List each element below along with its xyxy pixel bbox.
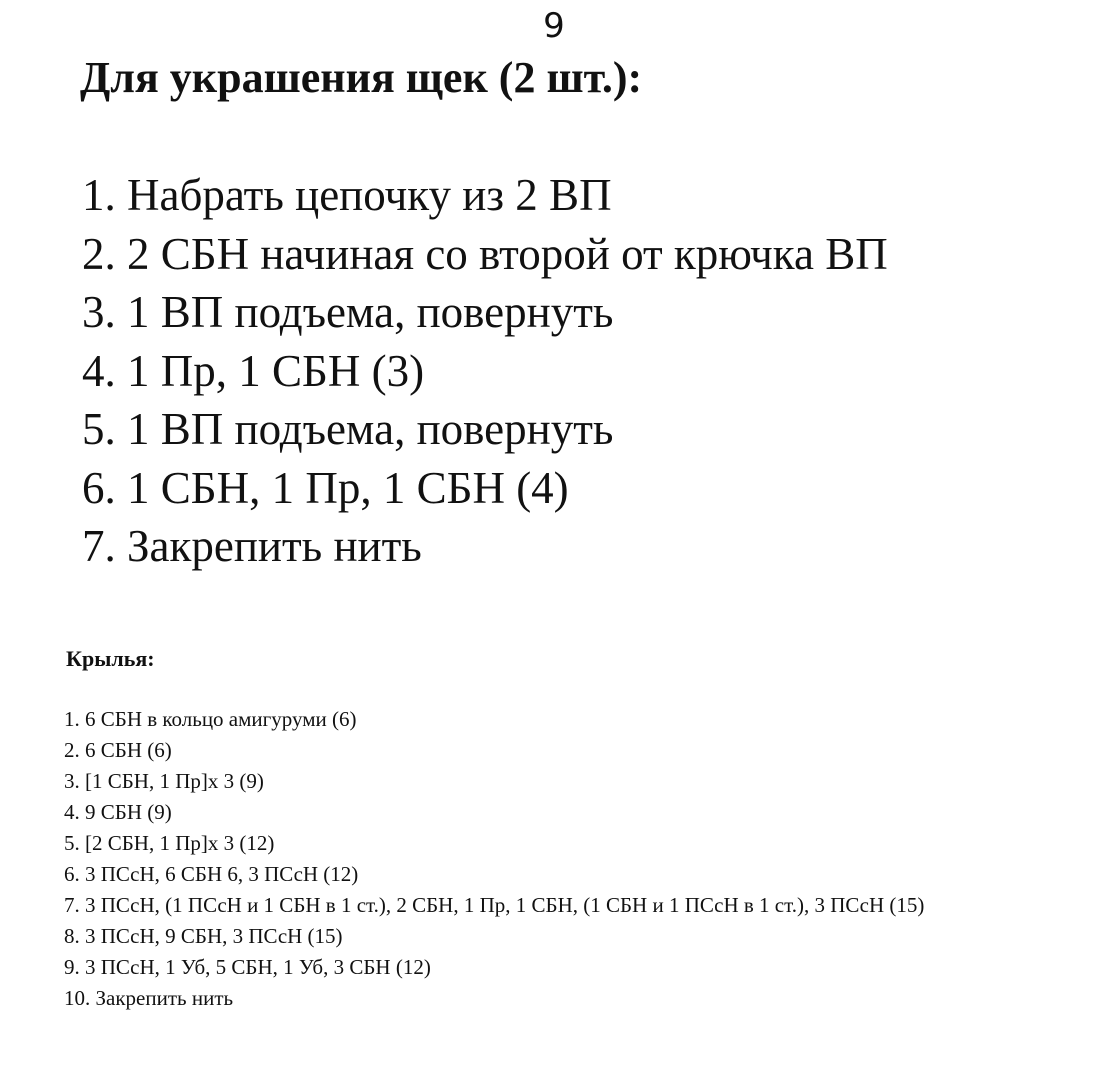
cheek-section-title: Для украшения щек (2 шт.): (80, 53, 643, 102)
cheek-step: 5. 1 ВП подъема, повернуть (82, 404, 614, 454)
cheek-step: 2. 2 СБН начиная со второй от крючка ВП (82, 228, 888, 279)
wings-step: 4. 9 СБН (9) (64, 800, 172, 824)
cheek-step: 3. 1 ВП подъема, повернуть (82, 287, 614, 337)
page-number: 9 (543, 6, 565, 46)
wings-step: 6. 3 ПСсН, 6 СБН 6, 3 ПСсН (12) (64, 862, 359, 886)
wings-section-title: Крылья: (66, 646, 155, 671)
cheek-step: 1. Набрать цепочку из 2 ВП (82, 170, 612, 220)
wings-step: 1. 6 СБН в кольцо амигуруми (6) (64, 707, 357, 731)
wings-step: 10. Закрепить нить (64, 986, 234, 1010)
cheek-step: 7. Закрепить нить (82, 521, 422, 571)
wings-step: 8. 3 ПСсН, 9 СБН, 3 ПСсН (15) (64, 924, 343, 948)
wings-step: 9. 3 ПСсН, 1 Уб, 5 СБН, 1 Уб, 3 СБН (12) (64, 955, 431, 979)
cheek-step: 6. 1 СБН, 1 Пр, 1 СБН (4) (82, 462, 569, 513)
cheek-step: 4. 1 Пр, 1 СБН (3) (82, 345, 425, 396)
wings-step: 5. [2 СБН, 1 Пр]х 3 (12) (64, 831, 275, 855)
wings-step: 2. 6 СБН (6) (64, 738, 172, 762)
wings-steps-list (64, 704, 1064, 1014)
wings-step: 7. 3 ПСсН, (1 ПСсН и 1 СБН в 1 ст.), 2 СБН, 1 Пр, 1 СБН, (1 СБН и 1 ПСсН в 1 ст.), 3 ПСсН (15) (64, 893, 925, 917)
cheek-steps-list (82, 166, 888, 576)
wings-step: 3. [1 СБН, 1 Пр]х 3 (9) (64, 769, 264, 793)
